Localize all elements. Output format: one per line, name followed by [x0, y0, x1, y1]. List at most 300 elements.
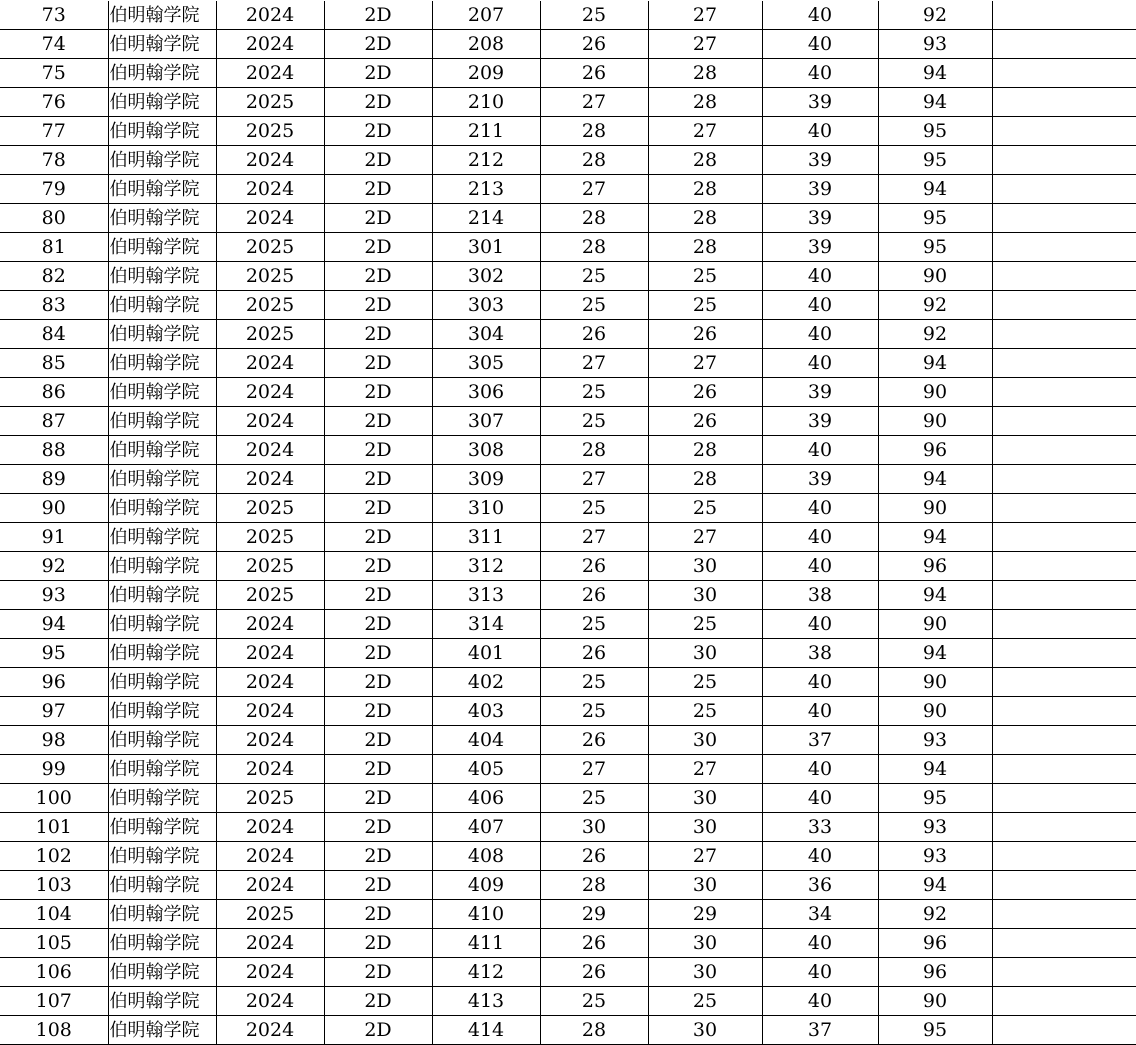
row-index-cell[interactable]: 83: [0, 291, 108, 320]
year-cell[interactable]: 2025: [216, 552, 324, 581]
type-cell[interactable]: 2D: [324, 987, 432, 1016]
score-b-cell[interactable]: 25: [648, 262, 762, 291]
empty-cell[interactable]: [992, 929, 1136, 958]
empty-cell[interactable]: [992, 871, 1136, 900]
total-cell[interactable]: 90: [878, 378, 992, 407]
college-cell[interactable]: 伯明翰学院: [108, 726, 216, 755]
total-cell[interactable]: 92: [878, 1, 992, 30]
row-index-cell[interactable]: 96: [0, 668, 108, 697]
score-a-cell[interactable]: 30: [540, 813, 648, 842]
row-index-cell[interactable]: 91: [0, 523, 108, 552]
college-cell[interactable]: 伯明翰学院: [108, 233, 216, 262]
total-cell[interactable]: 90: [878, 668, 992, 697]
total-cell[interactable]: 90: [878, 494, 992, 523]
total-cell[interactable]: 94: [878, 755, 992, 784]
code-cell[interactable]: 309: [432, 465, 540, 494]
total-cell[interactable]: 95: [878, 117, 992, 146]
score-a-cell[interactable]: 28: [540, 204, 648, 233]
score-b-cell[interactable]: 27: [648, 117, 762, 146]
code-cell[interactable]: 404: [432, 726, 540, 755]
empty-cell[interactable]: [992, 697, 1136, 726]
row-index-cell[interactable]: 73: [0, 1, 108, 30]
row-index-cell[interactable]: 90: [0, 494, 108, 523]
type-cell[interactable]: 2D: [324, 958, 432, 987]
year-cell[interactable]: 2024: [216, 726, 324, 755]
total-cell[interactable]: 95: [878, 233, 992, 262]
total-cell[interactable]: 96: [878, 436, 992, 465]
score-c-cell[interactable]: 39: [762, 233, 878, 262]
year-cell[interactable]: 2024: [216, 349, 324, 378]
code-cell[interactable]: 207: [432, 1, 540, 30]
empty-cell[interactable]: [992, 1, 1136, 30]
empty-cell[interactable]: [992, 1016, 1136, 1045]
score-c-cell[interactable]: 39: [762, 407, 878, 436]
row-index-cell[interactable]: 103: [0, 871, 108, 900]
empty-cell[interactable]: [992, 494, 1136, 523]
code-cell[interactable]: 212: [432, 146, 540, 175]
college-cell[interactable]: 伯明翰学院: [108, 987, 216, 1016]
empty-cell[interactable]: [992, 639, 1136, 668]
score-a-cell[interactable]: 29: [540, 900, 648, 929]
year-cell[interactable]: 2025: [216, 117, 324, 146]
code-cell[interactable]: 213: [432, 175, 540, 204]
total-cell[interactable]: 95: [878, 784, 992, 813]
empty-cell[interactable]: [992, 726, 1136, 755]
empty-cell[interactable]: [992, 987, 1136, 1016]
score-c-cell[interactable]: 40: [762, 784, 878, 813]
score-b-cell[interactable]: 27: [648, 842, 762, 871]
code-cell[interactable]: 301: [432, 233, 540, 262]
row-index-cell[interactable]: 99: [0, 755, 108, 784]
empty-cell[interactable]: [992, 755, 1136, 784]
total-cell[interactable]: 95: [878, 204, 992, 233]
type-cell[interactable]: 2D: [324, 668, 432, 697]
type-cell[interactable]: 2D: [324, 610, 432, 639]
total-cell[interactable]: 92: [878, 291, 992, 320]
row-index-cell[interactable]: 80: [0, 204, 108, 233]
total-cell[interactable]: 90: [878, 697, 992, 726]
type-cell[interactable]: 2D: [324, 813, 432, 842]
score-b-cell[interactable]: 30: [648, 929, 762, 958]
row-index-cell[interactable]: 108: [0, 1016, 108, 1045]
empty-cell[interactable]: [992, 320, 1136, 349]
score-a-cell[interactable]: 28: [540, 436, 648, 465]
year-cell[interactable]: 2025: [216, 233, 324, 262]
year-cell[interactable]: 2024: [216, 204, 324, 233]
row-index-cell[interactable]: 89: [0, 465, 108, 494]
empty-cell[interactable]: [992, 552, 1136, 581]
college-cell[interactable]: 伯明翰学院: [108, 668, 216, 697]
score-a-cell[interactable]: 27: [540, 349, 648, 378]
code-cell[interactable]: 208: [432, 30, 540, 59]
score-c-cell[interactable]: 40: [762, 842, 878, 871]
row-index-cell[interactable]: 97: [0, 697, 108, 726]
empty-cell[interactable]: [992, 668, 1136, 697]
year-cell[interactable]: 2024: [216, 697, 324, 726]
type-cell[interactable]: 2D: [324, 30, 432, 59]
college-cell[interactable]: 伯明翰学院: [108, 30, 216, 59]
score-c-cell[interactable]: 33: [762, 813, 878, 842]
total-cell[interactable]: 92: [878, 900, 992, 929]
score-c-cell[interactable]: 40: [762, 59, 878, 88]
college-cell[interactable]: 伯明翰学院: [108, 175, 216, 204]
college-cell[interactable]: 伯明翰学院: [108, 204, 216, 233]
type-cell[interactable]: 2D: [324, 146, 432, 175]
code-cell[interactable]: 313: [432, 581, 540, 610]
type-cell[interactable]: 2D: [324, 1, 432, 30]
empty-cell[interactable]: [992, 59, 1136, 88]
score-c-cell[interactable]: 39: [762, 146, 878, 175]
score-b-cell[interactable]: 27: [648, 755, 762, 784]
total-cell[interactable]: 95: [878, 1016, 992, 1045]
code-cell[interactable]: 306: [432, 378, 540, 407]
total-cell[interactable]: 94: [878, 88, 992, 117]
empty-cell[interactable]: [992, 523, 1136, 552]
college-cell[interactable]: 伯明翰学院: [108, 697, 216, 726]
year-cell[interactable]: 2025: [216, 494, 324, 523]
college-cell[interactable]: 伯明翰学院: [108, 755, 216, 784]
year-cell[interactable]: 2024: [216, 610, 324, 639]
college-cell[interactable]: 伯明翰学院: [108, 436, 216, 465]
empty-cell[interactable]: [992, 233, 1136, 262]
empty-cell[interactable]: [992, 378, 1136, 407]
year-cell[interactable]: 2024: [216, 175, 324, 204]
score-a-cell[interactable]: 25: [540, 987, 648, 1016]
score-a-cell[interactable]: 27: [540, 465, 648, 494]
score-a-cell[interactable]: 27: [540, 175, 648, 204]
score-a-cell[interactable]: 28: [540, 1016, 648, 1045]
score-a-cell[interactable]: 25: [540, 668, 648, 697]
code-cell[interactable]: 409: [432, 871, 540, 900]
type-cell[interactable]: 2D: [324, 233, 432, 262]
empty-cell[interactable]: [992, 842, 1136, 871]
college-cell[interactable]: 伯明翰学院: [108, 1016, 216, 1045]
score-a-cell[interactable]: 26: [540, 581, 648, 610]
college-cell[interactable]: 伯明翰学院: [108, 523, 216, 552]
college-cell[interactable]: 伯明翰学院: [108, 291, 216, 320]
type-cell[interactable]: 2D: [324, 349, 432, 378]
code-cell[interactable]: 209: [432, 59, 540, 88]
college-cell[interactable]: 伯明翰学院: [108, 900, 216, 929]
row-index-cell[interactable]: 85: [0, 349, 108, 378]
score-a-cell[interactable]: 25: [540, 291, 648, 320]
score-c-cell[interactable]: 34: [762, 900, 878, 929]
total-cell[interactable]: 94: [878, 465, 992, 494]
type-cell[interactable]: 2D: [324, 378, 432, 407]
type-cell[interactable]: 2D: [324, 581, 432, 610]
type-cell[interactable]: 2D: [324, 900, 432, 929]
code-cell[interactable]: 310: [432, 494, 540, 523]
year-cell[interactable]: 2025: [216, 88, 324, 117]
score-c-cell[interactable]: 40: [762, 929, 878, 958]
score-a-cell[interactable]: 26: [540, 59, 648, 88]
score-b-cell[interactable]: 27: [648, 1, 762, 30]
year-cell[interactable]: 2025: [216, 900, 324, 929]
score-b-cell[interactable]: 28: [648, 204, 762, 233]
score-a-cell[interactable]: 26: [540, 929, 648, 958]
code-cell[interactable]: 312: [432, 552, 540, 581]
score-c-cell[interactable]: 40: [762, 755, 878, 784]
score-c-cell[interactable]: 40: [762, 552, 878, 581]
score-b-cell[interactable]: 30: [648, 581, 762, 610]
college-cell[interactable]: 伯明翰学院: [108, 378, 216, 407]
type-cell[interactable]: 2D: [324, 523, 432, 552]
type-cell[interactable]: 2D: [324, 842, 432, 871]
score-b-cell[interactable]: 27: [648, 30, 762, 59]
row-index-cell[interactable]: 101: [0, 813, 108, 842]
type-cell[interactable]: 2D: [324, 726, 432, 755]
score-b-cell[interactable]: 26: [648, 378, 762, 407]
type-cell[interactable]: 2D: [324, 871, 432, 900]
year-cell[interactable]: 2025: [216, 581, 324, 610]
empty-cell[interactable]: [992, 784, 1136, 813]
code-cell[interactable]: 210: [432, 88, 540, 117]
score-c-cell[interactable]: 39: [762, 204, 878, 233]
code-cell[interactable]: 413: [432, 987, 540, 1016]
row-index-cell[interactable]: 98: [0, 726, 108, 755]
empty-cell[interactable]: [992, 436, 1136, 465]
code-cell[interactable]: 408: [432, 842, 540, 871]
empty-cell[interactable]: [992, 88, 1136, 117]
score-a-cell[interactable]: 25: [540, 610, 648, 639]
score-c-cell[interactable]: 37: [762, 726, 878, 755]
empty-cell[interactable]: [992, 581, 1136, 610]
empty-cell[interactable]: [992, 349, 1136, 378]
empty-cell[interactable]: [992, 958, 1136, 987]
score-c-cell[interactable]: 40: [762, 1, 878, 30]
score-c-cell[interactable]: 40: [762, 958, 878, 987]
row-index-cell[interactable]: 92: [0, 552, 108, 581]
score-b-cell[interactable]: 30: [648, 871, 762, 900]
type-cell[interactable]: 2D: [324, 291, 432, 320]
type-cell[interactable]: 2D: [324, 465, 432, 494]
score-c-cell[interactable]: 39: [762, 465, 878, 494]
score-a-cell[interactable]: 25: [540, 1, 648, 30]
row-index-cell[interactable]: 107: [0, 987, 108, 1016]
code-cell[interactable]: 302: [432, 262, 540, 291]
row-index-cell[interactable]: 81: [0, 233, 108, 262]
college-cell[interactable]: 伯明翰学院: [108, 262, 216, 291]
score-a-cell[interactable]: 27: [540, 523, 648, 552]
year-cell[interactable]: 2024: [216, 59, 324, 88]
score-b-cell[interactable]: 26: [648, 320, 762, 349]
total-cell[interactable]: 95: [878, 146, 992, 175]
total-cell[interactable]: 94: [878, 523, 992, 552]
total-cell[interactable]: 96: [878, 552, 992, 581]
row-index-cell[interactable]: 76: [0, 88, 108, 117]
row-index-cell[interactable]: 88: [0, 436, 108, 465]
college-cell[interactable]: 伯明翰学院: [108, 842, 216, 871]
code-cell[interactable]: 308: [432, 436, 540, 465]
code-cell[interactable]: 305: [432, 349, 540, 378]
score-a-cell[interactable]: 26: [540, 552, 648, 581]
score-c-cell[interactable]: 38: [762, 639, 878, 668]
total-cell[interactable]: 90: [878, 987, 992, 1016]
row-index-cell[interactable]: 86: [0, 378, 108, 407]
score-c-cell[interactable]: 38: [762, 581, 878, 610]
empty-cell[interactable]: [992, 900, 1136, 929]
total-cell[interactable]: 90: [878, 610, 992, 639]
type-cell[interactable]: 2D: [324, 204, 432, 233]
row-index-cell[interactable]: 95: [0, 639, 108, 668]
empty-cell[interactable]: [992, 117, 1136, 146]
total-cell[interactable]: 96: [878, 929, 992, 958]
year-cell[interactable]: 2024: [216, 668, 324, 697]
score-a-cell[interactable]: 25: [540, 697, 648, 726]
row-index-cell[interactable]: 77: [0, 117, 108, 146]
code-cell[interactable]: 410: [432, 900, 540, 929]
total-cell[interactable]: 94: [878, 581, 992, 610]
empty-cell[interactable]: [992, 262, 1136, 291]
score-b-cell[interactable]: 25: [648, 987, 762, 1016]
score-b-cell[interactable]: 25: [648, 291, 762, 320]
score-b-cell[interactable]: 30: [648, 784, 762, 813]
empty-cell[interactable]: [992, 291, 1136, 320]
row-index-cell[interactable]: 74: [0, 30, 108, 59]
total-cell[interactable]: 96: [878, 958, 992, 987]
year-cell[interactable]: 2024: [216, 639, 324, 668]
score-b-cell[interactable]: 28: [648, 436, 762, 465]
year-cell[interactable]: 2024: [216, 929, 324, 958]
total-cell[interactable]: 94: [878, 349, 992, 378]
total-cell[interactable]: 90: [878, 262, 992, 291]
type-cell[interactable]: 2D: [324, 784, 432, 813]
score-b-cell[interactable]: 28: [648, 233, 762, 262]
score-a-cell[interactable]: 28: [540, 233, 648, 262]
score-c-cell[interactable]: 40: [762, 668, 878, 697]
row-index-cell[interactable]: 93: [0, 581, 108, 610]
row-index-cell[interactable]: 105: [0, 929, 108, 958]
year-cell[interactable]: 2024: [216, 465, 324, 494]
college-cell[interactable]: 伯明翰学院: [108, 494, 216, 523]
row-index-cell[interactable]: 100: [0, 784, 108, 813]
code-cell[interactable]: 214: [432, 204, 540, 233]
code-cell[interactable]: 405: [432, 755, 540, 784]
total-cell[interactable]: 93: [878, 813, 992, 842]
empty-cell[interactable]: [992, 813, 1136, 842]
score-b-cell[interactable]: 25: [648, 494, 762, 523]
score-a-cell[interactable]: 26: [540, 842, 648, 871]
code-cell[interactable]: 311: [432, 523, 540, 552]
score-c-cell[interactable]: 40: [762, 494, 878, 523]
year-cell[interactable]: 2024: [216, 813, 324, 842]
college-cell[interactable]: 伯明翰学院: [108, 349, 216, 378]
score-c-cell[interactable]: 39: [762, 88, 878, 117]
college-cell[interactable]: 伯明翰学院: [108, 407, 216, 436]
type-cell[interactable]: 2D: [324, 552, 432, 581]
type-cell[interactable]: 2D: [324, 88, 432, 117]
type-cell[interactable]: 2D: [324, 1016, 432, 1045]
total-cell[interactable]: 92: [878, 320, 992, 349]
year-cell[interactable]: 2024: [216, 987, 324, 1016]
total-cell[interactable]: 93: [878, 842, 992, 871]
row-index-cell[interactable]: 94: [0, 610, 108, 639]
row-index-cell[interactable]: 79: [0, 175, 108, 204]
score-c-cell[interactable]: 39: [762, 175, 878, 204]
score-a-cell[interactable]: 25: [540, 784, 648, 813]
score-b-cell[interactable]: 30: [648, 552, 762, 581]
college-cell[interactable]: 伯明翰学院: [108, 581, 216, 610]
year-cell[interactable]: 2024: [216, 146, 324, 175]
type-cell[interactable]: 2D: [324, 262, 432, 291]
score-b-cell[interactable]: 28: [648, 146, 762, 175]
college-cell[interactable]: 伯明翰学院: [108, 813, 216, 842]
score-b-cell[interactable]: 27: [648, 523, 762, 552]
row-index-cell[interactable]: 106: [0, 958, 108, 987]
code-cell[interactable]: 307: [432, 407, 540, 436]
score-b-cell[interactable]: 28: [648, 465, 762, 494]
score-b-cell[interactable]: 30: [648, 958, 762, 987]
type-cell[interactable]: 2D: [324, 494, 432, 523]
score-b-cell[interactable]: 28: [648, 59, 762, 88]
score-c-cell[interactable]: 40: [762, 262, 878, 291]
type-cell[interactable]: 2D: [324, 755, 432, 784]
empty-cell[interactable]: [992, 30, 1136, 59]
college-cell[interactable]: 伯明翰学院: [108, 610, 216, 639]
score-a-cell[interactable]: 26: [540, 958, 648, 987]
total-cell[interactable]: 94: [878, 871, 992, 900]
row-index-cell[interactable]: 87: [0, 407, 108, 436]
row-index-cell[interactable]: 84: [0, 320, 108, 349]
empty-cell[interactable]: [992, 610, 1136, 639]
year-cell[interactable]: 2024: [216, 755, 324, 784]
score-a-cell[interactable]: 27: [540, 755, 648, 784]
year-cell[interactable]: 2024: [216, 30, 324, 59]
college-cell[interactable]: 伯明翰学院: [108, 784, 216, 813]
type-cell[interactable]: 2D: [324, 697, 432, 726]
year-cell[interactable]: 2024: [216, 407, 324, 436]
total-cell[interactable]: 94: [878, 175, 992, 204]
code-cell[interactable]: 414: [432, 1016, 540, 1045]
year-cell[interactable]: 2024: [216, 842, 324, 871]
code-cell[interactable]: 401: [432, 639, 540, 668]
row-index-cell[interactable]: 78: [0, 146, 108, 175]
college-cell[interactable]: 伯明翰学院: [108, 871, 216, 900]
total-cell[interactable]: 94: [878, 59, 992, 88]
score-b-cell[interactable]: 30: [648, 726, 762, 755]
score-a-cell[interactable]: 25: [540, 378, 648, 407]
score-a-cell[interactable]: 28: [540, 871, 648, 900]
total-cell[interactable]: 93: [878, 726, 992, 755]
type-cell[interactable]: 2D: [324, 436, 432, 465]
college-cell[interactable]: 伯明翰学院: [108, 88, 216, 117]
year-cell[interactable]: 2024: [216, 1016, 324, 1045]
score-c-cell[interactable]: 40: [762, 436, 878, 465]
score-c-cell[interactable]: 40: [762, 349, 878, 378]
college-cell[interactable]: 伯明翰学院: [108, 320, 216, 349]
code-cell[interactable]: 403: [432, 697, 540, 726]
year-cell[interactable]: 2024: [216, 871, 324, 900]
score-c-cell[interactable]: 40: [762, 697, 878, 726]
year-cell[interactable]: 2025: [216, 784, 324, 813]
row-index-cell[interactable]: 75: [0, 59, 108, 88]
score-b-cell[interactable]: 27: [648, 349, 762, 378]
score-b-cell[interactable]: 29: [648, 900, 762, 929]
score-a-cell[interactable]: 28: [540, 146, 648, 175]
type-cell[interactable]: 2D: [324, 175, 432, 204]
score-c-cell[interactable]: 40: [762, 30, 878, 59]
score-c-cell[interactable]: 40: [762, 117, 878, 146]
score-b-cell[interactable]: 26: [648, 407, 762, 436]
type-cell[interactable]: 2D: [324, 929, 432, 958]
code-cell[interactable]: 402: [432, 668, 540, 697]
score-b-cell[interactable]: 25: [648, 697, 762, 726]
score-a-cell[interactable]: 26: [540, 726, 648, 755]
score-b-cell[interactable]: 28: [648, 175, 762, 204]
type-cell[interactable]: 2D: [324, 59, 432, 88]
empty-cell[interactable]: [992, 204, 1136, 233]
row-index-cell[interactable]: 104: [0, 900, 108, 929]
